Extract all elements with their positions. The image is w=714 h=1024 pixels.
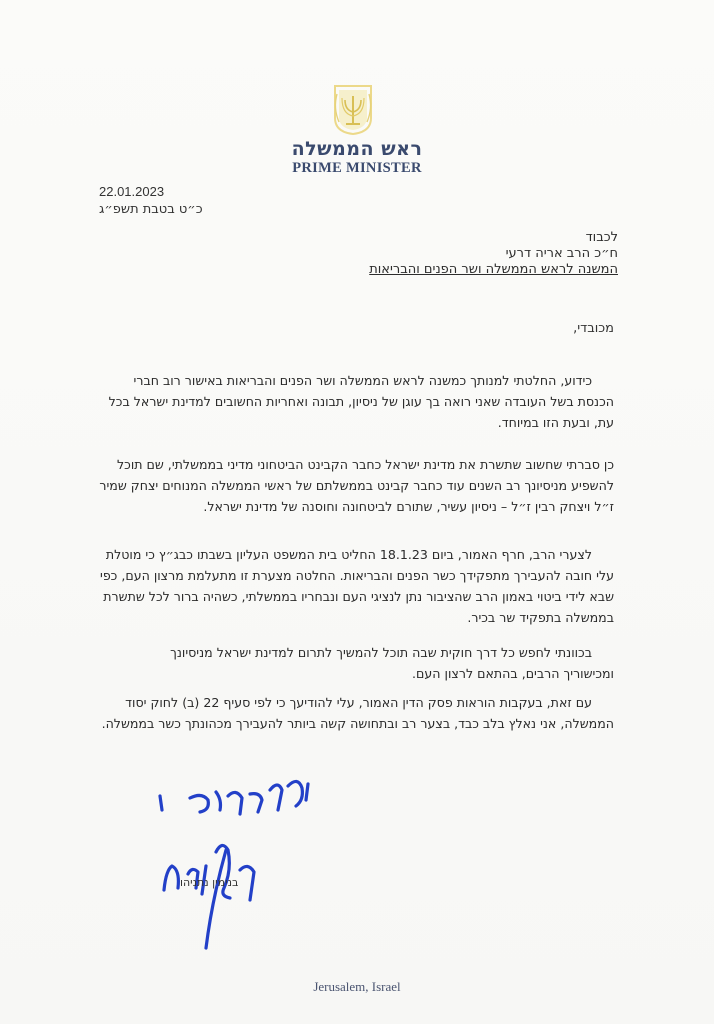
paragraph-line: עם זאת, בעקבות הוראות פסק הדין האמור, עלי להודיעך כי לפי סעיף 22 (ב) לחוק יסוד (125, 695, 592, 710)
paragraph-line: בממשלה בתפקיד שר בכיר. (467, 610, 614, 625)
israel-state-emblem-icon (331, 84, 375, 136)
paragraph-line: עלי חובה להעבירך מתפקידך כשר הפנים והבריאות. החלטה מצערת זו מתעלמת מרצון העם, כפי (100, 568, 614, 583)
letterhead-title-english: PRIME MINISTER (292, 160, 422, 176)
paragraph-line: לצערי הרב, חרף האמור, ביום 18.1.23 החליט בית המשפט העליון בשבתו כבג״ץ כי מוטלת (105, 547, 592, 562)
salutation: מכובדי, (573, 321, 614, 336)
footer-location: Jerusalem, Israel (313, 979, 401, 994)
paragraph-line: הממשלה, אני נאלץ בלב כבד, בצער רב ובתחושה קשה ביותר להעבירך מכהונתך כשר בממשלה. (101, 716, 614, 731)
paragraph-line: בכוונתי לחפש כל דרך חוקית שבה תוכל להמשיך לתרום למדינת ישראל מניסיונך (170, 645, 592, 660)
body-paragraph-3 (54, 544, 614, 628)
recipient-honorific: לכבוד (585, 230, 618, 245)
body-paragraph-4 (54, 642, 614, 684)
recipient-name: ח״כ הרב אריה דרעי (505, 246, 618, 261)
paragraph-line: ומכישוריך הרבים, בהתאם לרצון העם. (412, 666, 614, 681)
paragraph-line: להשפיע מניסיונך רב השנים עוד כחבר קבינט בממשלתם של ראשי הממשלה המנוחים יצחק שמיר (99, 478, 614, 493)
date-gregorian: 22.01.2023 (99, 184, 165, 199)
handwritten-signature-icon (150, 770, 320, 950)
paragraph-line: שבא לידי ביטוי באמון הרב שהציבור נתן לנציגי העם ונבחריו בממשלתי, כשהיה ברור לכל שתשרת (103, 589, 614, 604)
paragraph-line: כן סברתי שחשוב שתשרת את מדינת ישראל כחבר הקבינט הביטחוני מדיני בממשלתי, שם תוכל (117, 457, 614, 472)
signatory-printed-name: בנימין נתניהו (180, 876, 239, 889)
paragraph-line: ז״ל ויצחק רבין ז״ל – ניסיון עשיר, שתורם לביטחונה וחוסנה של מדינת ישראל. (203, 499, 614, 514)
paragraph-line: הכנסת בשל העובדה שאני רואה בך עוגן של ניסיון, תבונה ואחריות החשובים למדינת ישראל בכל (108, 394, 614, 409)
date-hebrew: כ״ט בטבת תשפ״ג (99, 202, 203, 217)
paragraph-line: עת, ובעת הזו במיוחד. (497, 415, 614, 430)
body-paragraph-5 (54, 692, 614, 734)
letterhead-title-hebrew: ראש הממשלה (291, 138, 423, 160)
body-paragraph-1 (54, 370, 614, 433)
recipient-title: המשנה לראש הממשלה ושר הפנים והבריאות (369, 262, 618, 277)
body-paragraph-2 (54, 454, 614, 517)
paragraph-line: כידוע, החלטתי למנותך כמשנה לראש הממשלה ושר הפנים והבריאות באישור רוב חברי (133, 373, 592, 388)
